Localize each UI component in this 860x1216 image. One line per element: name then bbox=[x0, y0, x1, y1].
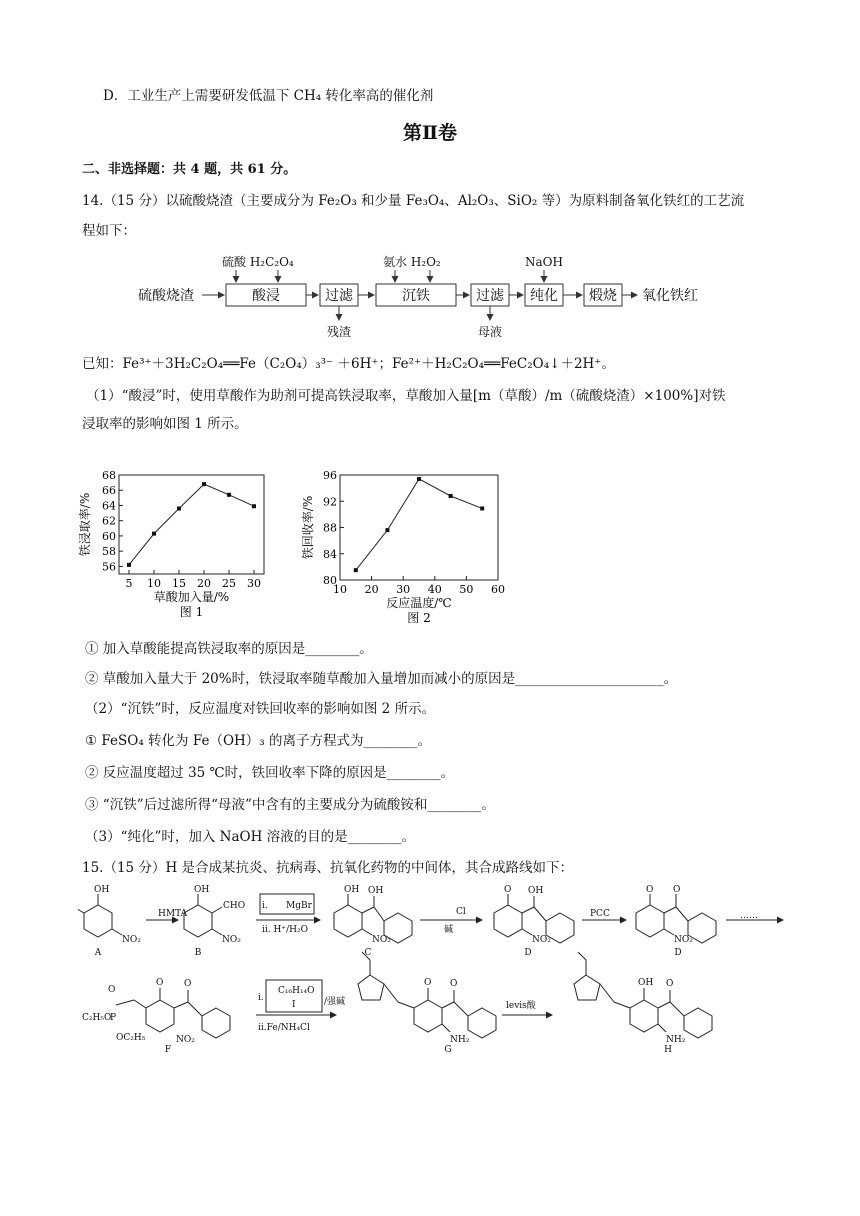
y-tick-label: 58 bbox=[102, 545, 116, 559]
flow-step3: 沉铁 bbox=[402, 288, 430, 304]
y-tick-label: 88 bbox=[323, 521, 337, 535]
ring-g-cyclopentene bbox=[358, 975, 384, 1000]
flow-step4-out: 母液 bbox=[477, 325, 503, 339]
flow-step1: 酸浸 bbox=[252, 288, 280, 304]
label-d2-o: O bbox=[646, 885, 654, 895]
y-tick-label: 96 bbox=[323, 469, 337, 482]
x-tick-label: 50 bbox=[459, 583, 474, 596]
compound-label: G bbox=[444, 1045, 452, 1055]
data-point bbox=[127, 563, 131, 567]
q14-p1-line1: （1）“酸浸”时，使用草酸作为助剂可提高铁浸取率，草酸加入量[m（草酸）/m（硫酸烧渣）×100%]对铁 bbox=[86, 388, 726, 404]
reagent-dots: …… bbox=[740, 911, 758, 921]
label-d2-no2: NO₂ bbox=[674, 935, 693, 945]
q14-intro-line1: 14.（15 分）以硫酸烧渣（主要成分为 Fe₂O₃ 和少量 Fe₃O₄、Al₂O₃、SiO₂ 等）为原料制备氧化铁红的工艺流 bbox=[82, 193, 745, 209]
reagent-base: 碱 bbox=[444, 925, 454, 935]
series-line bbox=[129, 484, 254, 565]
label-f-o2: O bbox=[156, 978, 164, 988]
label-g-nh2: NH₂ bbox=[450, 1035, 470, 1045]
q14-p2: （2）“沉铁”时，反应温度对铁回收率的影响如图 2 所示。 bbox=[85, 701, 436, 717]
reagent-fe: ii.Fe/NH₄Cl bbox=[258, 1023, 310, 1033]
label-f-o: O bbox=[108, 985, 116, 995]
y-tick-label: 56 bbox=[102, 560, 116, 574]
flow-step2-out: 残渣 bbox=[326, 325, 352, 339]
label-f-oc2h5: OC₂H₅ bbox=[116, 1033, 146, 1043]
y-axis-label: 铁回收率/% bbox=[301, 495, 315, 560]
section-heading: 二、非选择题：共 4 题，共 61 分。 bbox=[82, 162, 297, 177]
reagent-formula: C₁₆H₁₄O bbox=[278, 986, 315, 996]
ring-h-cyclopentene bbox=[574, 975, 600, 1000]
reagent-strongbase: /强碱 bbox=[324, 997, 346, 1007]
q15-intro: 15.（15 分）H 是合成某抗炎、抗病毒、抗氧化药物的中间体，其合成路线如下： bbox=[82, 860, 574, 876]
data-point bbox=[227, 493, 231, 497]
label-d1-o: O bbox=[504, 885, 512, 895]
reagent-mgbr: MgBr bbox=[286, 901, 312, 911]
label-a-oh: OH bbox=[94, 885, 110, 895]
q14-p3: （3）“纯化”时，加入 NaOH 溶液的目的是________。 bbox=[85, 829, 416, 845]
q14-2-2: ② 反应温度超过 35 ℃时，铁回收率下降的原因是________。 bbox=[85, 765, 455, 781]
label-f-c2h5o: C₂H₅O bbox=[82, 1013, 112, 1023]
ring-b bbox=[184, 905, 212, 937]
x-axis-label: 反应温度/℃ bbox=[386, 596, 452, 610]
label-b-no2: NO₂ bbox=[222, 935, 241, 945]
reagent-i-2: i. bbox=[258, 993, 264, 1003]
synthesis-route bbox=[78, 880, 788, 1060]
label-b-cho: CHO bbox=[223, 901, 246, 911]
chart-fig2 bbox=[298, 463, 508, 628]
series-line bbox=[356, 479, 482, 570]
compound-label: C bbox=[364, 948, 372, 958]
q14-2-3: ③ “沉铁”后过滤所得“母液”中含有的主要成分为硫酸铵和________。 bbox=[85, 797, 495, 813]
y-tick-label: 84 bbox=[323, 547, 337, 561]
label-f-p: P bbox=[110, 1013, 117, 1023]
q14-1-1: ① 加入草酸能提高铁浸取率的原因是________。 bbox=[85, 641, 373, 657]
x-tick-label: 5 bbox=[125, 577, 133, 590]
flow-step6: 煅烧 bbox=[589, 288, 617, 304]
q14-p1-line2: 浸取率的影响如图 1 所示。 bbox=[82, 416, 248, 432]
y-tick-label: 68 bbox=[102, 469, 116, 482]
x-tick-label: 40 bbox=[427, 583, 442, 596]
flow-step1-reagent: 硫酸 H₂C₂O₄ bbox=[222, 255, 294, 269]
label-f-no2: NO₂ bbox=[176, 1035, 195, 1045]
reagent-lewis: levis酸 bbox=[506, 1001, 536, 1011]
flow-start: 硫酸烧渣 bbox=[138, 288, 194, 304]
label-d2-o2: O bbox=[673, 885, 681, 895]
ring-c bbox=[334, 905, 362, 937]
process-flow-diagram bbox=[130, 250, 730, 345]
y-tick-label: 62 bbox=[102, 514, 116, 528]
data-point bbox=[417, 477, 421, 481]
x-tick-label: 60 bbox=[491, 583, 505, 596]
y-tick-label: 80 bbox=[323, 574, 337, 587]
data-point bbox=[354, 568, 358, 572]
ring-a bbox=[84, 905, 112, 937]
compound-label: F bbox=[164, 1045, 172, 1055]
flow-step4: 过滤 bbox=[476, 288, 504, 304]
ring-h-phenyl bbox=[684, 1008, 712, 1038]
y-tick-label: 66 bbox=[102, 484, 116, 498]
label-a-no2: NO₂ bbox=[122, 935, 141, 945]
x-tick-label: 15 bbox=[172, 577, 186, 590]
x-tick-label: 30 bbox=[396, 583, 411, 596]
label-b-oh: OH bbox=[194, 885, 210, 895]
ring-d1 bbox=[494, 905, 522, 937]
label-g-o2: O bbox=[450, 979, 458, 989]
x-tick-label: 30 bbox=[247, 577, 261, 590]
x-tick-label: 20 bbox=[197, 577, 211, 590]
label-d1-oh: OH bbox=[528, 886, 544, 896]
data-point bbox=[177, 507, 181, 511]
label-g-o: O bbox=[424, 978, 432, 988]
ring-d2 bbox=[636, 905, 664, 937]
data-point bbox=[449, 494, 453, 498]
y-tick-label: 60 bbox=[102, 529, 116, 543]
compound-label: D bbox=[674, 948, 682, 958]
y-tick-label: 64 bbox=[102, 499, 116, 513]
q14-1-2: ② 草酸加入量大于 20%时，铁浸取率随草酸加入量增加而减小的原因是______________________。 bbox=[85, 671, 678, 687]
chart-caption: 图 2 bbox=[407, 611, 431, 625]
x-tick-label: 10 bbox=[147, 577, 161, 590]
reagent-ii: ii. H⁺/H₂O bbox=[262, 925, 308, 935]
section-title: 第Ⅱ卷 bbox=[402, 122, 457, 144]
flow-step2: 过滤 bbox=[325, 288, 353, 304]
compound-label: A bbox=[94, 948, 102, 958]
flow-step5: 纯化 bbox=[530, 288, 558, 304]
label-h-o: O bbox=[666, 979, 674, 989]
label-h-oh: OH bbox=[638, 978, 654, 988]
flow-step5-reagent: NaOH bbox=[525, 255, 563, 269]
data-point bbox=[202, 482, 206, 486]
plot-frame bbox=[340, 475, 498, 580]
y-tick-label: 92 bbox=[323, 495, 337, 509]
plot-frame bbox=[119, 475, 264, 574]
reagent-roman: I bbox=[292, 1000, 296, 1010]
label-h-nh2: NH₂ bbox=[666, 1035, 686, 1045]
label-c-oh: OH bbox=[344, 885, 360, 895]
reagent-cl: Cl bbox=[456, 907, 466, 917]
option-d: D．工业生产上需要研发低温下 CH₄ 转化率高的催化剂 bbox=[103, 88, 434, 104]
ring-g bbox=[414, 1000, 442, 1032]
label-c-no2: NO₂ bbox=[372, 935, 391, 945]
q14-known: 已知：Fe³⁺＋3H₂C₂O₄══Fe（C₂O₄）₃³⁻ ＋6H⁺；Fe²⁺＋H₂C₂O₄══FeC₂O₄↓＋2H⁺。 bbox=[82, 356, 615, 372]
data-point bbox=[480, 506, 484, 510]
label-f-o3: O bbox=[184, 979, 192, 989]
reagent-pcc: PCC bbox=[590, 909, 610, 919]
ring-g-phenyl bbox=[468, 1008, 496, 1038]
chart-caption: 图 1 bbox=[179, 605, 204, 619]
compound-label: H bbox=[664, 1045, 672, 1055]
flow-step3-reagent: 氨水 H₂O₂ bbox=[383, 255, 441, 269]
data-point bbox=[385, 528, 389, 532]
compound-label: B bbox=[194, 948, 202, 958]
data-point bbox=[252, 504, 256, 508]
label-c-oh2: OH bbox=[368, 886, 384, 896]
ring-f bbox=[146, 1000, 174, 1032]
x-tick-label: 10 bbox=[333, 583, 347, 596]
reagent-i: i. bbox=[262, 901, 268, 911]
flow-end: 氧化铁红 bbox=[642, 288, 698, 304]
q14-2-1: ① FeSO₄ 转化为 Fe（OH）₃ 的离子方程式为________。 bbox=[85, 733, 431, 749]
q14-intro-line2: 程如下： bbox=[82, 223, 136, 239]
x-axis-label: 草酸加入量/% bbox=[153, 590, 230, 604]
ring-f-phenyl bbox=[202, 1008, 230, 1038]
compound-label: D bbox=[524, 948, 532, 958]
x-tick-label: 25 bbox=[222, 577, 236, 590]
ring-h bbox=[630, 1000, 658, 1032]
data-point bbox=[152, 532, 156, 536]
x-tick-label: 20 bbox=[364, 583, 379, 596]
reagent-hmta: HMTA bbox=[158, 909, 188, 919]
label-d1-no2: NO₂ bbox=[532, 935, 551, 945]
chart-fig1 bbox=[75, 463, 270, 628]
y-axis-label: 铁浸取率/% bbox=[78, 492, 92, 557]
